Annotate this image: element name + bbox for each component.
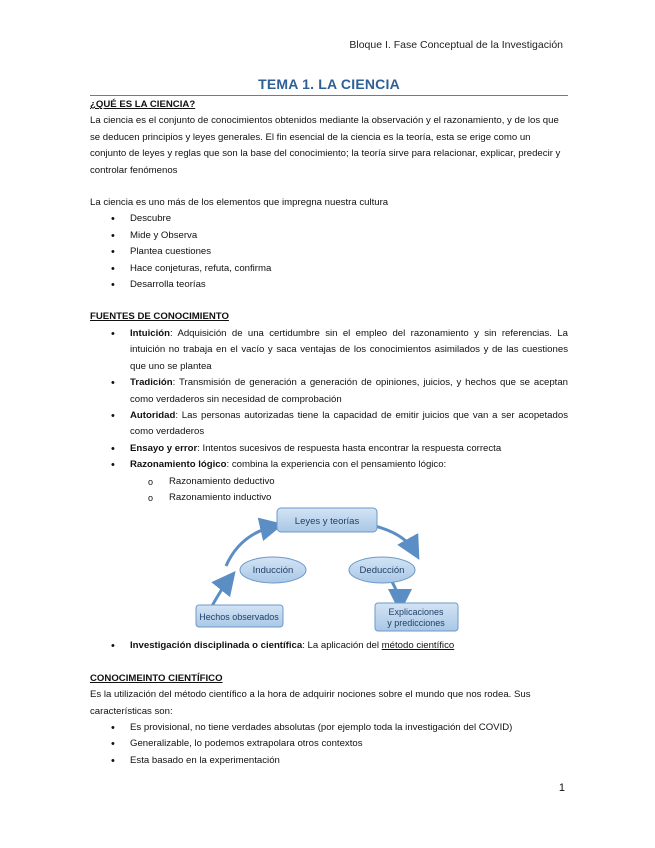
bullet-list-investigacion	[90, 638, 568, 654]
bullet-list-fuentes	[90, 326, 568, 474]
arrow-up-left	[212, 578, 230, 606]
list-item	[90, 638, 568, 654]
term: Tradición	[130, 377, 173, 389]
term: Ensayo y error	[130, 442, 198, 454]
definition: : Adquisición de una certidumbre sin el empleo del razonamiento y sin referencias. La intuición no trabaja en el vacío y saca ventajas de los conocimientos asimilados y de las cuestiones que uno se plantea	[130, 327, 568, 372]
bullet-list-caracteristicas	[90, 720, 568, 769]
section-intro: La ciencia es uno más de los elementos que impregna nuestra cultura	[90, 197, 389, 209]
section-heading-fuentes: FUENTES DE CONOCIMIENTO	[90, 311, 229, 323]
section-paragraph: Es la utilización del método científico a la hora de adquirir nociones sobre el mundo que nos rodea. Sus características son:	[90, 689, 531, 717]
list-item: • Desarrolla teorías	[90, 277, 568, 293]
list-item: • Mide y Observa	[90, 228, 568, 244]
list-item	[90, 408, 568, 441]
sub-list-item: o Razonamiento deductivo	[90, 474, 568, 490]
section-heading-que-es-la-ciencia: ¿QUÉ ES LA CIENCIA?	[90, 99, 196, 110]
ellipse-label-right: Deducción	[359, 565, 405, 577]
sub-list-razonamiento	[90, 474, 568, 507]
box-label-bottom-left: Hechos observados	[199, 612, 279, 623]
definition: : Transmisión de generación a generación de opiniones, juicios, y hechos que se aceptan como verdaderos sin necesidad de comprobación	[130, 377, 568, 405]
box-label-top: Leyes y teorías	[294, 516, 360, 528]
ellipse-label-left: Inducción	[252, 565, 294, 577]
list-item: • Esta basado en la experimentación	[90, 753, 568, 769]
title-divider	[90, 95, 568, 96]
arrow-down-right	[375, 526, 415, 552]
term: Intuición	[130, 327, 170, 339]
induction-deduction-diagram	[90, 506, 568, 638]
list-item	[90, 457, 568, 473]
page-title: TEMA 1. LA CIENCIA	[258, 76, 400, 92]
list-item	[90, 441, 568, 457]
document-body	[90, 97, 568, 769]
box-label-bottom-right-1: Explicaciones	[388, 607, 444, 618]
spacer	[90, 293, 568, 309]
list-item: • Descubre	[90, 211, 568, 227]
term: Razonamiento lógico	[130, 459, 227, 471]
box-label-bottom-right-2: y predicciones	[387, 618, 445, 629]
definition: : Intentos sucesivos de respuesta hasta encontrar la respuesta correcta	[197, 442, 502, 454]
list-item: • Es provisional, no tiene verdades absolutas (por ejemplo toda la investigación del COVID)	[90, 720, 568, 736]
spacer	[90, 179, 568, 195]
spacer	[90, 655, 568, 671]
list-item: • Hace conjeturas, refuta, confirma	[90, 261, 568, 277]
definition: : Las personas autorizadas tiene la capacidad de emitir juicios que van a ser acopetados como verdaderos	[130, 409, 568, 438]
section-paragraph: La ciencia es el conjunto de conocimientos obtenidos mediante la observación y el razonamiento, y de los que se deducen principios y leyes generales. El fin esencial de la ciencia es la teoría, esta se erige como un conjunto de leyes y reglas que son la base del conocimiento; la teoría sirve para relacionar, explicar, predecir y controlar fenómenos	[90, 115, 561, 176]
page-number: 1	[558, 782, 565, 794]
list-item	[90, 326, 568, 375]
list-item: • Plantea cuestiones	[90, 244, 568, 260]
definition: : La aplicación del	[302, 640, 382, 652]
running-header: Bloque I. Fase Conceptual de la Investigación	[349, 39, 563, 51]
bullet-list-ciencia	[90, 211, 568, 293]
term: Autoridad	[130, 409, 176, 421]
metodo-cientifico-link[interactable]: método científico	[381, 640, 455, 652]
term: Investigación disciplinada o científica	[130, 640, 303, 652]
sub-list-item: o Razonamiento inductivo	[90, 490, 568, 506]
list-item: • Generalizable, lo podemos extrapolara otros contextos	[90, 736, 568, 752]
list-item	[90, 375, 568, 408]
diagram-svg	[90, 506, 568, 638]
section-heading-conocimiento: CONOCIMEINTO CIENTÍFICO	[90, 672, 223, 684]
definition: : combina la experiencia con el pensamiento lógico:	[226, 459, 447, 471]
